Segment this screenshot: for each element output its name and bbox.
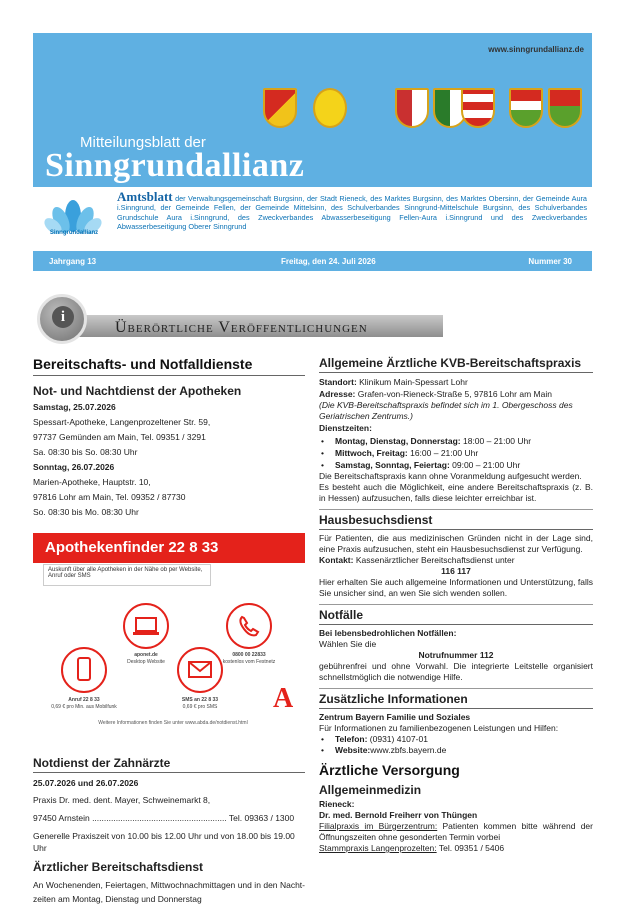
sunday-pharmacy: Marien-Apotheke, Hauptstr. 10, <box>33 477 151 487</box>
crest-5-icon <box>461 88 495 128</box>
filial-value: Patienten kommen bitte während der Öffnungszeiten ohne gesonderten Termin vorbei <box>319 821 593 842</box>
notruf-number: Notrufnummer 112 <box>418 650 494 660</box>
masthead <box>33 33 592 187</box>
masthead-subtitle: Mitteilungsblatt der <box>80 134 206 151</box>
heading-zusatz: Zusätzliche Informationen <box>319 688 593 709</box>
stamm-value: Tel. 09351 / 5406 <box>436 843 505 853</box>
issue-bar <box>33 251 592 271</box>
heading-allgemeinmedizin: Allgemeinmedizin <box>319 783 422 797</box>
saturday-hours: Sa. 08:30 bis So. 08:30 Uhr <box>33 447 138 457</box>
zahn-practice: Praxis Dr. med. dent. Mayer, Schweinemarkt 8, <box>33 795 211 805</box>
sms-label: SMS an 22 8 33 <box>181 697 219 703</box>
phone-label: 0800 00 22833 <box>232 652 266 658</box>
sms-sub: 0,69 € pro SMS <box>182 704 218 710</box>
issue-number: Nummer 30 <box>528 257 572 266</box>
standort-value: Klinikum Main-Spessart Lohr <box>356 377 468 387</box>
dienstzeit-time: 16:00 – 21:00 Uhr <box>407 448 479 458</box>
aerztlich-text: An Wochenenden, Feiertagen, Mittwochnachmittagen und in den Nacht-zeiten am Montag, Dienstag und Donnerstag <box>33 880 305 904</box>
zusatz-contacts <box>319 734 593 756</box>
website-label: Website: <box>335 745 371 755</box>
adresse-label: Adresse: <box>319 389 356 399</box>
telefon-value: (0931) 4107-01 <box>367 734 428 744</box>
doctor-name: Dr. med. Bernold Freiherr von Thüngen <box>319 810 478 820</box>
kvb-text-2: Es besteht auch die Möglichkeit, eine andere Bereitschaftspraxis (z. B. in Hessen) aufzusuchen, falls diese leichter erreichbar ist. <box>319 482 593 503</box>
zahn-hours: Generelle Praxiszeit von 10.00 bis 12.00 Uhr und von 18.00 bis 19.00 Uhr <box>33 831 295 853</box>
filialpraxis <box>319 821 593 843</box>
section-banner <box>33 292 592 346</box>
amtsblatt-box <box>33 187 592 251</box>
filial-label: Filialpraxis im Bürgerzentrum: <box>319 821 438 831</box>
issue-date: Freitag, den 24. Juli 2026 <box>281 257 376 266</box>
municipal-crests <box>261 88 591 136</box>
apothekenfinder-subtitle: Auskunft über alle Apotheken in der Nähe ob per Website, Anruf oder SMS <box>43 564 211 586</box>
heading-aerztlich: Ärztlicher Bereitschaftsdienst <box>33 860 204 874</box>
kvb-adresse-note: (Die KVB-Bereitschaftspraxis befindet sich im 1. Obergeschoss des Geriatrischen Zentrums.) <box>319 400 573 421</box>
apothekenfinder-footer: Weitere Informationen finden Sie unter www.abda.de/notdienst.html <box>98 720 248 726</box>
apothekenfinder-ad <box>33 533 305 733</box>
zusatz-text: Für Informationen zu familienbezogenen Leistungen und Hilfen: <box>319 723 559 733</box>
dienstzeiten-list <box>319 436 593 471</box>
heading-bereitschaft: Bereitschafts- und Notfalldienste <box>33 356 305 376</box>
heading-zahnaerzte: Notdienst der Zahnärzte <box>33 756 305 773</box>
zusatz-org: Zentrum Bayern Familie und Soziales <box>319 712 471 722</box>
crest-3-icon <box>395 88 429 128</box>
logo-caption: Sinngrundallianz <box>49 230 99 236</box>
crest-1-icon <box>263 88 297 128</box>
mobile-icon <box>61 647 107 693</box>
hausbesuch-number: 116 117 <box>441 566 471 576</box>
dienstzeit-days: Samstag, Sonntag, Feiertag: <box>335 460 450 470</box>
kontakt-value: Kassenärztlicher Bereitschaftsdienst unter <box>353 555 515 565</box>
phone-icon <box>226 603 272 649</box>
crest-6-icon <box>509 88 543 128</box>
heading-versorgung: Ärztliche Versorgung <box>319 762 460 778</box>
dienstzeit-time: 18:00 – 21:00 Uhr <box>460 436 532 446</box>
website-url[interactable]: www.sinngrundallianz.de <box>488 45 584 54</box>
haus-kontakt <box>319 555 593 566</box>
rieneck-label: Rieneck: <box>319 799 355 809</box>
sinngrundallianz-logo-icon <box>41 194 105 246</box>
adresse-value: Grafen-von-Rieneck-Straße 5, 97816 Lohr am Main <box>355 389 552 399</box>
amtsblatt-text: der Verwaltungsgemeinschaft Burgsinn, der Stadt Rieneck, des Marktes Burgsinn, des Marktes Obersinn, der Gemeinde Aura i.Sinngrund, der Gemeinde Fellen, der Gemeinde Mittelsinn, des Schulverbandes Sinngrund-Mittelschule Burgsinn, des Schulverbandes Grundschule Aura i.Sinngrund, des Zweckverbandes Abwasserbeseitigung Fellen-Aura i.Sinngrund und des Zweckverbandes Abwasserbeseitigung Oberer Sinngrund <box>117 194 587 232</box>
kontakt-label: Kontakt: <box>319 555 354 565</box>
dienstzeit-days: Montag, Dienstag, Donnerstag: <box>335 436 461 446</box>
standort-label: Standort: <box>319 377 357 387</box>
stammpraxis <box>319 843 593 854</box>
stamm-label: Stammpraxis Langenprozelten: <box>319 843 437 853</box>
zahn-address: 97450 Arnstein ......................................................... Tel. 09363 / 1300 <box>33 813 295 823</box>
saturday-address: 97737 Gemünden am Main, Tel. 09351 / 3291 <box>33 432 206 442</box>
notfall-text-1: Wählen Sie die <box>319 639 377 649</box>
saturday-pharmacy: Spessart-Apotheke, Langenprozeltener Str. 59, <box>33 417 211 427</box>
crest-2-icon <box>313 88 347 128</box>
phone-sub: kostenlos vom Festnetz <box>222 659 276 665</box>
dienstzeit-item <box>319 448 593 459</box>
laptop-icon <box>123 603 169 649</box>
masthead-title: Sinngrundallianz <box>45 147 305 184</box>
sms-icon <box>177 647 223 693</box>
dienstzeiten-label: Dienstzeiten: <box>319 423 372 433</box>
dienstzeit-item <box>319 460 593 471</box>
dienstzeit-days: Mittwoch, Freitag: <box>335 448 408 458</box>
heading-notfaelle: Notfälle <box>319 604 593 625</box>
kvb-adresse <box>319 388 593 400</box>
heading-hausbesuch: Hausbesuchsdienst <box>319 509 593 530</box>
kvb-text-1: Die Bereitschaftspraxis kann ohne Voranmeldung aufgesucht werden. <box>319 471 582 481</box>
kvb-standort <box>319 376 593 388</box>
section-title: Überörtliche Veröffentlichungen <box>115 319 368 336</box>
amtsblatt-description <box>117 189 587 232</box>
dienstzeit-item <box>319 436 593 447</box>
zahn-date: 25.07.2026 und 26.07.2026 <box>33 778 139 788</box>
mobile-sub: 0,69 € pro Min. aus Mobilfunk <box>51 704 117 710</box>
dienstzeit-time: 09:00 – 21:00 Uhr <box>449 460 521 470</box>
apothekenfinder-header <box>33 533 305 563</box>
mobile-label: Anruf 22 8 33 <box>68 697 100 703</box>
saturday-date: Samstag, 25.07.2026 <box>33 402 116 412</box>
left-column <box>33 356 305 906</box>
apotheke-a-icon: A <box>273 683 294 714</box>
web-label: aponet.de <box>134 652 158 658</box>
apothekenfinder-title: Apothekenfinder 22 8 33 <box>45 539 219 556</box>
info-icon: i <box>52 306 74 328</box>
sunday-hours: So. 08:30 bis Mo. 08:30 Uhr <box>33 507 139 517</box>
volume-label: Jahrgang 13 <box>49 257 97 266</box>
haus-text-1: Für Patienten, die aus medizinischen Gründen nicht in der Lage sind, eine Praxis aufzusuchen, steht ein Hausbesuchsdienst zur Verfügung. <box>319 533 593 554</box>
haus-text-2: Hier erhalten Sie auch allgemeine Informationen und Unterstützung, falls Sie unsicher sind, an wen Sie sich wenden sollen. <box>319 577 593 598</box>
zusatz-website[interactable] <box>319 745 593 756</box>
zusatz-phone <box>319 734 593 745</box>
sunday-date: Sonntag, 26.07.2026 <box>33 462 115 472</box>
amtsblatt-label: Amtsblatt <box>117 189 173 204</box>
notfall-text-2: gebührenfrei und ohne Vorwahl. Die integrierte Leitstelle organisiert schnellstmöglich die notwendige Hilfe. <box>319 661 593 682</box>
notfall-label: Bei lebensbedrohlichen Notfällen: <box>319 628 457 638</box>
web-sub: Desktop Website <box>127 659 165 665</box>
right-column <box>319 356 593 854</box>
heading-kvb: Allgemeine Ärztliche KVB-Bereitschaftspraxis <box>319 356 593 373</box>
sunday-address: 97816 Lohr am Main, Tel. 09352 / 87730 <box>33 492 186 502</box>
heading-apotheken: Not- und Nachtdienst der Apotheken <box>33 384 242 398</box>
crest-7-icon <box>548 88 582 128</box>
website-link[interactable]: www.zbfs.bayern.de <box>370 745 447 755</box>
telefon-label: Telefon: <box>335 734 368 744</box>
